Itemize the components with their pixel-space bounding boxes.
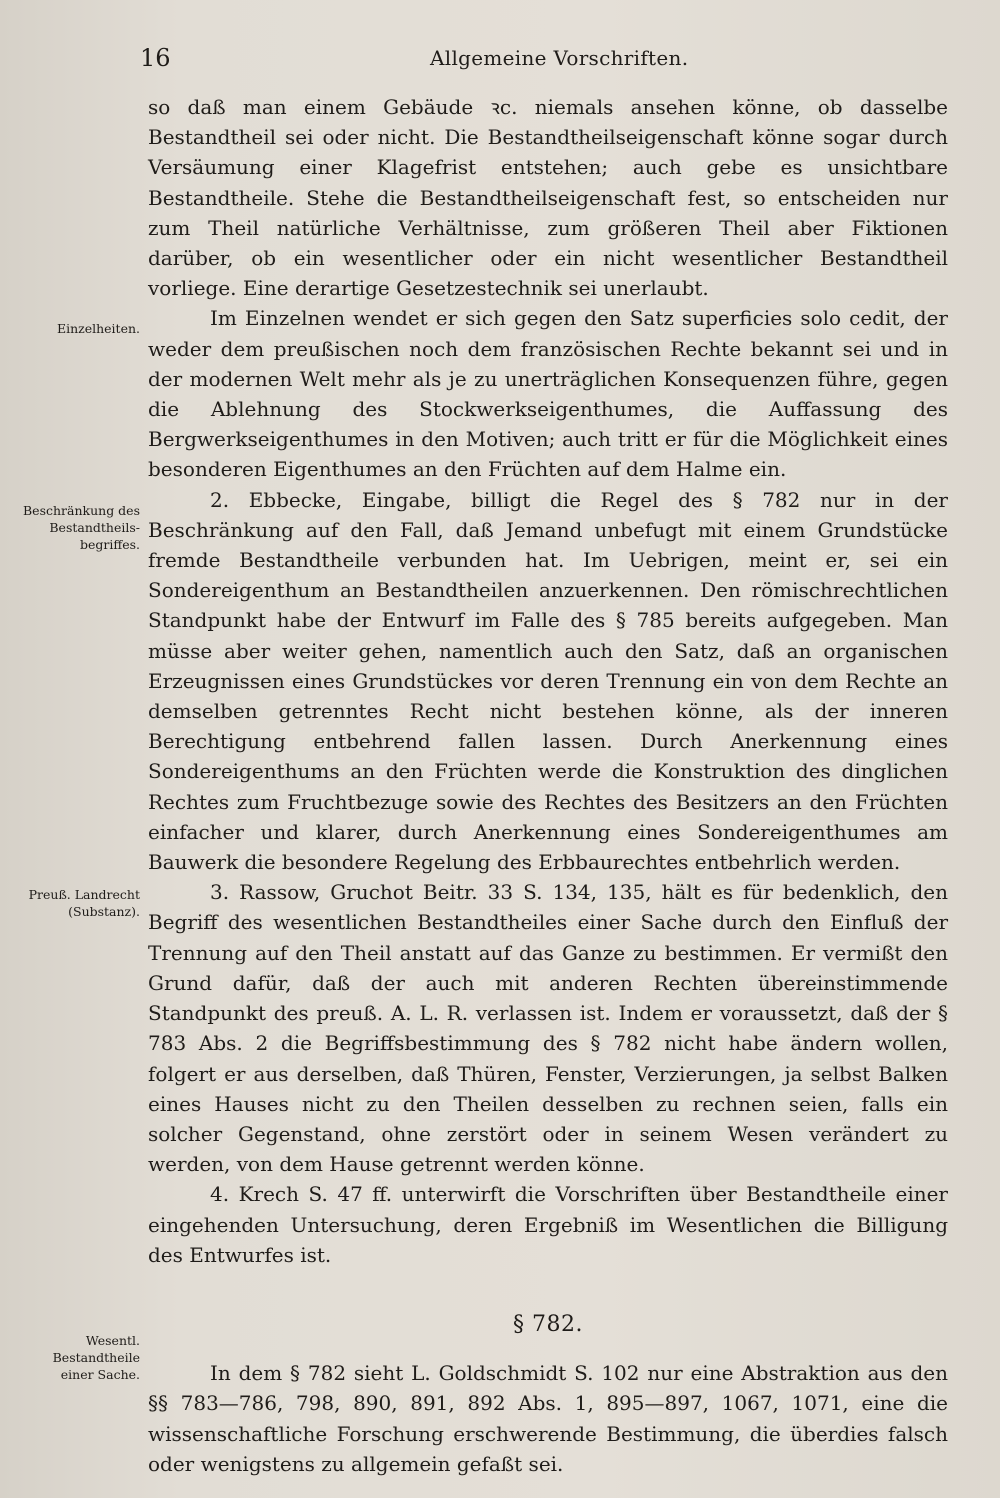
- margin-note-beschraenkung: Beschränkung des Bestandtheils-begriffes.: [23, 503, 140, 552]
- paragraph: 4. Krech S. 47 ff. unterwirft die Vorschriften über Bestandtheile einer eingehenden Untersuchung, deren Ergebniß im Wesentlichen die Billigung des Entwurfes ist.: [148, 1182, 948, 1267]
- page-number: 16: [140, 44, 171, 72]
- section-heading: § 782.: [513, 1311, 583, 1337]
- paragraph: In dem § 782 sieht L. Goldschmidt S. 102 nur eine Abstraktion aus den §§ 783—786, 798, 890, 891, 892 Abs. 1, 895—897, 1067, 1071, eine die wissenschaftliche Forschung erschwerende Bestimmung, die überdies falsch oder wenigstens zu allgemein gefaßt sei.: [148, 1361, 948, 1476]
- page-header: [140, 40, 960, 80]
- paragraph: 2. Ebbecke, Eingabe, billigt die Regel des § 782 nur in der Beschränkung auf den Fall, daß Jemand unbefugt mit einem Grundstücke fremde Bestandtheile verbunden hat. Im Uebrigen, meint er, sei ein Sondereigenthum an Bestandtheilen anzuerkennen. Den römischrechtlichen Standpunkt habe der Entwurf im Falle des § 785 bereits aufgegeben. Man müsse aber weiter gehen, namentlich auch den Satz, daß an organischen Erzeugnissen eines Grundstückes vor deren Trennung ein von dem Rechte an demselben getrenntes Recht nicht bestehen könne, als der inneren Berechtigung entbehrend fallen lassen. Durch Anerkennung eines Sondereigenthums an den Früchten werde die Konstruktion des dinglichen Rechtes zum Fruchtbezuge sowie des Rechtes des Besitzers an den Früchten einfacher und klarer, durch Anerkennung eines Sondereigenthumes am Bauwerk die besondere Regelung des Erbbaurechtes entbehrlich werden.: [148, 487, 948, 875]
- margin-note-preuss-landrecht: Preuß. Landrecht (Substanz).: [28, 887, 140, 919]
- running-head: Allgemeine Vorschriften.: [430, 46, 689, 70]
- margin-note-wesentl-bestandtheile: Wesentl. Bestandtheile einer Sache.: [52, 1333, 140, 1382]
- body-text: [148, 92, 948, 1479]
- margin-note-einzelheiten: Einzelheiten.: [56, 321, 140, 336]
- paragraph: 3. Rassow, Gruchot Beitr. 33 S. 134, 135, hält es für bedenklich, den Begriff des wesentlichen Bestandtheiles einer Sache durch den Einfluß der Trennung auf den Theil anstatt auf das Ganze zu bestimmen. Er vermißt den Grund dafür, daß der auch mit anderen Rechten übereinstimmende Standpunkt des preuß. A. L. R. verlassen ist. Indem er voraussetzt, daß der § 783 Abs. 2 die Begriffsbestimmung des § 782 nicht habe ändern wollen, folgert er aus derselben, daß Thüren, Fenster, Verzierungen, ja selbst Balken eines Hauses nicht zu den Theilen desselben zu rechnen seien, falls ein solcher Gegenstand, ohne zerstört oder in seinem Wesen verändert zu werden, von dem Hause getrennt werden könne.: [148, 880, 948, 1177]
- paragraph: Im Einzelnen wendet er sich gegen den Satz superficies solo cedit, der weder dem preußischen noch dem französischen Rechte bekannt sei und in der modernen Welt mehr als je zu unerträglichen Konsequenzen führe, gegen die Ablehnung des Stockwerkseigenthumes, die Auffassung des Bergwerkseigenthumes in den Motiven; auch tritt er für die Möglichkeit eines besonderen Eigenthumes an den Früchten auf dem Halme ein.: [148, 306, 948, 482]
- paragraph: so daß man einem Gebäude ꝛc. niemals ansehen könne, ob dasselbe Bestandtheil sei oder nicht. Die Bestandtheilseigenschaft könne sogar durch Versäumung einer Klagefrist entstehen; auch gebe es unsichtbare Bestandtheile. Stehe die Bestandtheilseigenschaft fest, so entscheiden nur zum Theil natürliche Verhältnisse, zum größeren Theil aber Fiktionen darüber, ob ein wesentlicher oder ein nicht wesentlicher Bestandtheil vorliege. Eine derartige Gesetzestechnik sei unerlaubt.: [148, 95, 948, 301]
